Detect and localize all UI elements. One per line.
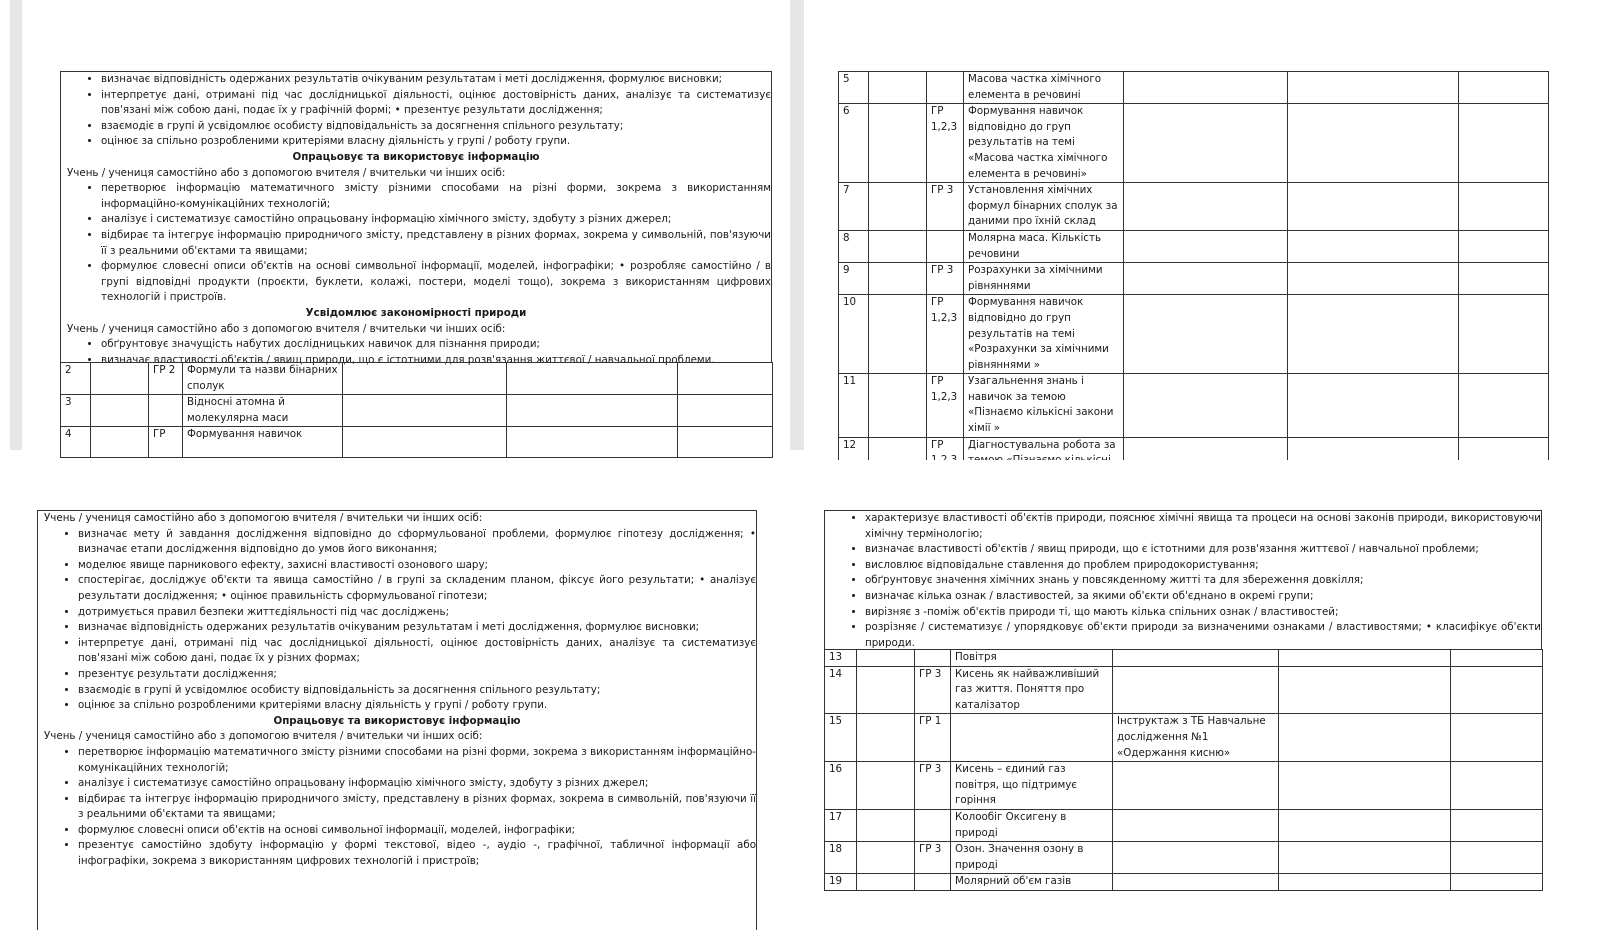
row-number: 17 xyxy=(825,809,857,841)
group-cell xyxy=(915,809,951,841)
topic-cell: Кисень як найважливіший газ життя. Поняття про каталізатор xyxy=(951,666,1113,714)
group-cell: ГР 1,2,3 xyxy=(927,374,964,437)
page-panel-bottom-right xyxy=(804,460,1600,900)
topic-cell: Кисень – єдиний газ повітря, що підтримує горіння xyxy=(951,762,1113,810)
row-number: 15 xyxy=(825,714,857,762)
table-row xyxy=(825,762,1543,810)
topic-cell: Узагальнення знань і навичок за темою «Пізнаємо кількісні закони хімії » xyxy=(964,374,1124,437)
table-row xyxy=(839,374,1549,437)
table-row xyxy=(839,263,1549,295)
page-panel-top-right xyxy=(804,0,1600,450)
list-item: • формулює словесні описи об'єктів на основі символьної інформації, моделей, інфографіки; • розробляє самостійно / в групі відповідні продукти (проєкти, буклети, колажі, постери, моделі тощо), зокрема з використанням цифрових технологій і пристроїв. xyxy=(101,259,771,306)
topic-cell: Озон. Значення озону в природі xyxy=(951,842,1113,874)
row-number: 9 xyxy=(839,263,869,295)
topic-cell: Формування навичок відповідно до груп результатів на темі «Масова частка хімічного елемента в речовині» xyxy=(964,104,1124,183)
list-item: • визначає відповідність одержаних результатів очікуваним результатам і меті дослідження, формулює висновки; xyxy=(78,620,756,636)
table-row xyxy=(839,230,1549,262)
table-row xyxy=(839,295,1549,374)
lesson-table xyxy=(838,71,1549,478)
table-row xyxy=(825,666,1543,714)
table-row xyxy=(61,427,773,458)
row-number: 11 xyxy=(839,374,869,437)
row-number: 18 xyxy=(825,842,857,874)
list-item: • характеризує властивості об'єктів природи, пояснює хімічні явища та процеси на основі законів природи, використовуючи хімічну термінологію; xyxy=(865,511,1541,542)
group-cell xyxy=(915,874,951,891)
note-cell xyxy=(1113,874,1279,891)
list-item: • оцінює за спільно розробленими критеріями власну діяльність у групі / роботу групи. xyxy=(78,698,756,714)
group-cell: ГР 3 xyxy=(927,183,964,231)
note-cell: Інструктаж з ТБ Навчальне дослідження №1 «Одержання кисню» xyxy=(1113,714,1279,762)
topic-cell: Відносні атомна й молекулярна маси xyxy=(183,395,343,427)
row-number: 13 xyxy=(825,650,857,667)
list-item: • дотримується правил безпеки життєдіяльності під час досліджень; xyxy=(78,605,756,621)
row-number: 5 xyxy=(839,72,869,104)
table-row xyxy=(825,650,1543,667)
list-item: • визначає кілька ознак / властивостей, за якими об'єкти об'єднано в окремі групи; xyxy=(865,589,1541,605)
list-item: • аналізує і систематизує самостійно опрацьовану інформацію хімічного змісту, здобуту з різних джерел; xyxy=(78,776,756,792)
note-cell xyxy=(1113,809,1279,841)
list-item: • визначає мету й завдання дослідження відповідно до сформульованої проблеми, формулює гіпотезу дослідження; • визначає етапи дослідження відповідно до умов його виконання; xyxy=(78,527,756,558)
group-cell xyxy=(149,395,183,427)
section-heading: Опрацьовує та використовує інформацію xyxy=(292,150,540,163)
group-cell: ГР 3 xyxy=(915,762,951,810)
row-number: 10 xyxy=(839,295,869,374)
list-item: • обґрунтовує значущість набутих дослідницьких навичок для пізнання природи; xyxy=(101,337,771,353)
topic-cell: Колообіг Оксигену в природі xyxy=(951,809,1113,841)
row-number: 7 xyxy=(839,183,869,231)
row-number: 19 xyxy=(825,874,857,891)
group-cell xyxy=(927,230,964,262)
bullet-list xyxy=(61,181,771,306)
table-row xyxy=(839,183,1549,231)
row-number: 3 xyxy=(61,395,91,427)
group-cell: ГР 3 xyxy=(915,666,951,714)
bullet-list xyxy=(61,72,771,150)
table-row xyxy=(61,363,773,395)
list-item: • інтерпретує дані, отримані під час дослідницької діяльності, оцінює достовірність даних, аналізує та систематизує пов'язані між собою дані, подає їх у графічній формі; • презентує результати дослідження; xyxy=(101,88,771,119)
content-frame xyxy=(37,510,757,930)
list-item: • презентує результати дослідження; xyxy=(78,667,756,683)
topic-cell: Діагностувальна робота за xyxy=(964,437,1124,477)
group-cell: ГР 1,2,3 xyxy=(927,295,964,374)
group-cell: ГР 3 xyxy=(915,842,951,874)
table-row xyxy=(825,714,1543,762)
list-item: • взаємодіє в групі й усвідомлює особисту відповідальність за досягнення спільного результату; xyxy=(101,119,771,135)
page-gap-left xyxy=(10,0,22,450)
table-row xyxy=(825,874,1543,891)
list-item: • перетворює інформацію математичного змісту різними способами на різні форми, зокрема з використанням інформаційно-комунікаційних технологій; xyxy=(101,181,771,212)
group-cell xyxy=(927,72,964,104)
list-item: • визначає властивості об'єктів / явищ природи, що є істотними для розв'язання життєвої / навчальної проблеми. xyxy=(101,353,771,369)
list-item: • презентує самостійно здобуту інформацію у формі текстової, відео -, аудіо -, графічної, табличної інформації або інфографіки, зокрема з використанням цифрових технологій і пристроїв; xyxy=(78,838,756,869)
list-item: • визначає властивості об'єктів / явищ природи, що є істотними для розв'язання життєвої / навчальної проблеми; xyxy=(865,542,1541,558)
list-item: • інтерпретує дані, отримані під час дослідницької діяльності, оцінює достовірність даних, аналізує та систематизує пов'язані між собою дані, подає їх у різних формах; xyxy=(78,636,756,667)
row-number: 6 xyxy=(839,104,869,183)
group-cell: ГР 3 xyxy=(927,263,964,295)
row-number: 12 xyxy=(839,437,869,477)
topic-cell: Молярна маса. Кількість речовини xyxy=(964,230,1124,262)
lesson-table xyxy=(824,649,1543,891)
bullet-list xyxy=(38,527,756,714)
list-item: • вирізняє з -поміж об'єктів природи ті, що мають кілька спільних ознак / властивостей; xyxy=(865,605,1541,621)
lesson-table xyxy=(60,362,773,458)
note-cell xyxy=(1113,842,1279,874)
row-number: 4 xyxy=(61,427,91,458)
topic-cell: Масова частка хімічного елемента в речовині xyxy=(964,72,1124,104)
topic-cell: Формування навичок xyxy=(183,427,343,458)
bullet-list xyxy=(825,511,1541,651)
group-cell: ГР xyxy=(149,427,183,458)
page-panel-bottom-left xyxy=(22,460,790,900)
row-number: 2 xyxy=(61,363,91,395)
table-row xyxy=(839,72,1549,104)
list-item: • оцінює за спільно розробленими критеріями власну діяльність у групі / роботу групи. xyxy=(101,134,771,150)
page-panel-top-left xyxy=(22,0,790,450)
page-gap-middle xyxy=(790,0,804,450)
row-number: 14 xyxy=(825,666,857,714)
note-cell xyxy=(1113,762,1279,810)
topic-cell: Повітря xyxy=(951,650,1113,667)
note-cell xyxy=(1113,650,1279,667)
row-number: 8 xyxy=(839,230,869,262)
table-row xyxy=(825,842,1543,874)
bullet-list xyxy=(38,745,756,870)
list-item: • розрізняє / систематизує / упорядковує об'єкти природи за визначеними ознаками / властивостями; • класифікує об'єкти природи. xyxy=(865,620,1541,651)
table-row xyxy=(839,104,1549,183)
list-item: • формулює словесні описи об'єктів на основі символьної інформації, моделей, інфографіки; xyxy=(78,823,756,839)
group-cell: ГР 2 xyxy=(149,363,183,395)
list-item: • відбирає та інтегрує інформацію природничого змісту, представлену в різних формах, зокрема в символьній, пов'язуючи її з реальними об'єктами та явищами; xyxy=(78,792,756,823)
topic-cell: Установлення хімічних формул бінарних сполук за даними про їхній склад xyxy=(964,183,1124,231)
list-item: • висловлює відповідальне ставлення до проблем природокористування; xyxy=(865,558,1541,574)
topic-cell xyxy=(951,714,1113,762)
topic-cell: Розрахунки за хімічними рівняннями xyxy=(964,263,1124,295)
list-item: • спостерігає, досліджує об'єкти та явища самостійно / в групі за складеним планом, фіксує його результати; • аналізує результати дослідження; • оцінює правильність сформульованої гіпотези; xyxy=(78,573,756,604)
section-heading: Опрацьовує та використовує інформацію xyxy=(273,714,521,727)
group-cell xyxy=(915,650,951,667)
topic-cell: Формування навичок відповідно до груп результатів на темі «Розрахунки за хімічними рівняннями » xyxy=(964,295,1124,374)
content-frame xyxy=(60,71,772,366)
list-item: • аналізує і систематизує самостійно опрацьовану інформацію хімічного змісту, здобуту з різних джерел; xyxy=(101,212,771,228)
intro-text: Учень / учениця самостійно або з допомогою вчителя / вчительки чи інших осіб: xyxy=(67,166,506,179)
intro-text: Учень / учениця самостійно або з допомогою вчителя / вчительки чи інших осіб: xyxy=(44,512,483,524)
section-heading: Усвідомлює закономірності природи xyxy=(305,306,527,319)
intro-text: Учень / учениця самостійно або з допомогою вчителя / вчительки чи інших осіб: xyxy=(67,322,506,335)
group-cell: ГР xyxy=(927,437,964,477)
list-item: • перетворює інформацію математичного змісту різними способами на різні форми, зокрема з використанням інформаційно-комунікаційних технологій; xyxy=(78,745,756,776)
list-item: • визначає відповідність одержаних результатів очікуваним результатам і меті дослідження, формулює висновки; xyxy=(101,72,771,88)
list-item: • відбирає та інтегрує інформацію природничого змісту, представлену в різних формах, зокрема у символьній, пов'язуючи її з реальними об'єктами та явищами; xyxy=(101,228,771,259)
list-item: • обґрунтовує значення хімічних знань у повсякденному житті та для збереження довкілля; xyxy=(865,573,1541,589)
list-item: • взаємодіє в групі й усвідомлює особисту відповідальність за досягнення спільного результату; xyxy=(78,683,756,699)
topic-cell: Молярний об'єм газів xyxy=(951,874,1113,891)
table-row xyxy=(825,809,1543,841)
intro-text: Учень / учениця самостійно або з допомогою вчителя / вчительки чи інших осіб: xyxy=(44,730,483,743)
group-cell: ГР 1 xyxy=(915,714,951,762)
table-row xyxy=(61,395,773,427)
topic-cell: Формули та назви бінарних сполук xyxy=(183,363,343,395)
row-number: 16 xyxy=(825,762,857,810)
content-frame xyxy=(824,510,1542,650)
list-item: • моделює явище парникового ефекту, захисні властивості озонового шару; xyxy=(78,558,756,574)
group-cell: ГР 1,2,3 xyxy=(927,104,964,183)
note-cell xyxy=(1113,666,1279,714)
